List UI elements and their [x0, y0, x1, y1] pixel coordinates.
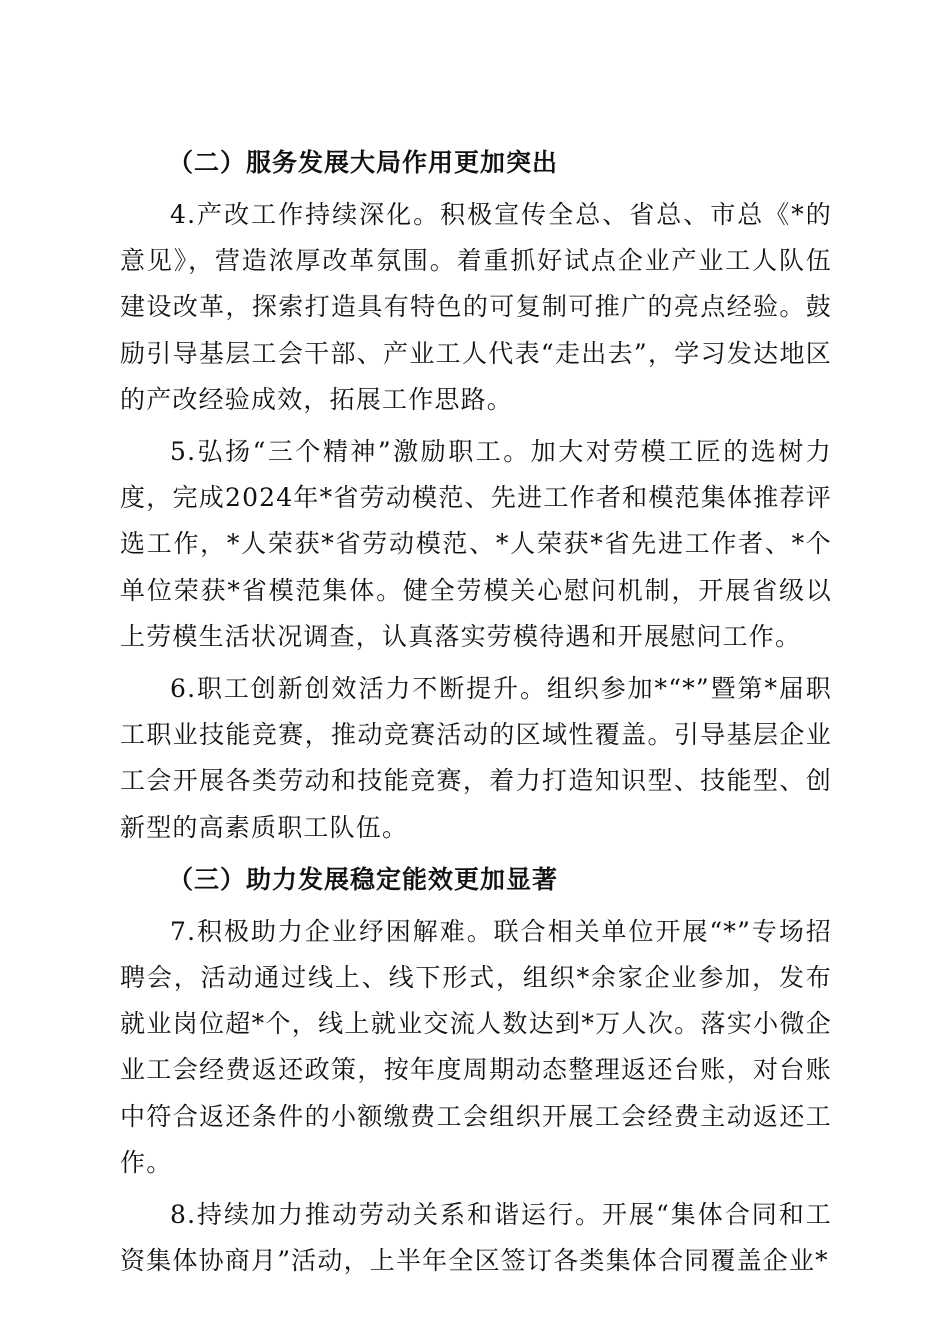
section-heading-3: （三）助力发展稳定能效更加显著 [168, 864, 559, 894]
paragraph-7: 7.积极助力企业纾困解难。联合相关单位开展“*”专场招聘会，活动通过线上、线下形式，组织*余家企业参加，发布就业岗位超*个，线上就业交流人数达到*万人次。落实小微企业工会经费返还政策，按年度周期动态整理返还台账，对台账中符合返还条件的小额缴费工会组织开展工会经费主动返还工作。 [120, 916, 832, 1177]
section-heading-2: （二）服务发展大局作用更加突出 [168, 148, 559, 177]
paragraph-6: 6.职工创新创效活力不断提升。组织参加*“*”暨第*届职工职业技能竞赛，推动竞赛活动的区域性覆盖。引导基层企业工会开展各类劳动和技能竞赛，着力打造知识型、技能型、创新型的高素质职工队伍。 [120, 674, 832, 842]
paragraph-8: 8.持续加力推动劳动关系和谐运行。开展“集体合同和工资集体协商月”活动，上半年全区签订各类集体合同覆盖企业* [120, 1200, 832, 1276]
paragraph-5: 5.弘扬“三个精神”激励职工。加大对劳模工匠的选树力度，完成2024年*省劳动模范、先进工作者和模范集体推荐评选工作，*人荣获*省劳动模范、*人荣获*省先进工作者、*个单位荣获*省模范集体。健全劳模关心慰问机制，开展省级以上劳模生活状况调查，认真落实劳模待遇和开展慰问工作。 [120, 437, 832, 651]
document-page [120, 140, 832, 1290]
paragraph-4: 4.产改工作持续深化。积极宣传全总、省总、市总《*的意见》，营造浓厚改革氛围。着重抓好试点企业产业工人队伍建设改革，探索打造具有特色的可复制可推广的亮点经验。鼓励引导基层工会干部、产业工人代表“走出去”，学习发达地区的产改经验成效，拓展工作思路。 [120, 200, 832, 414]
